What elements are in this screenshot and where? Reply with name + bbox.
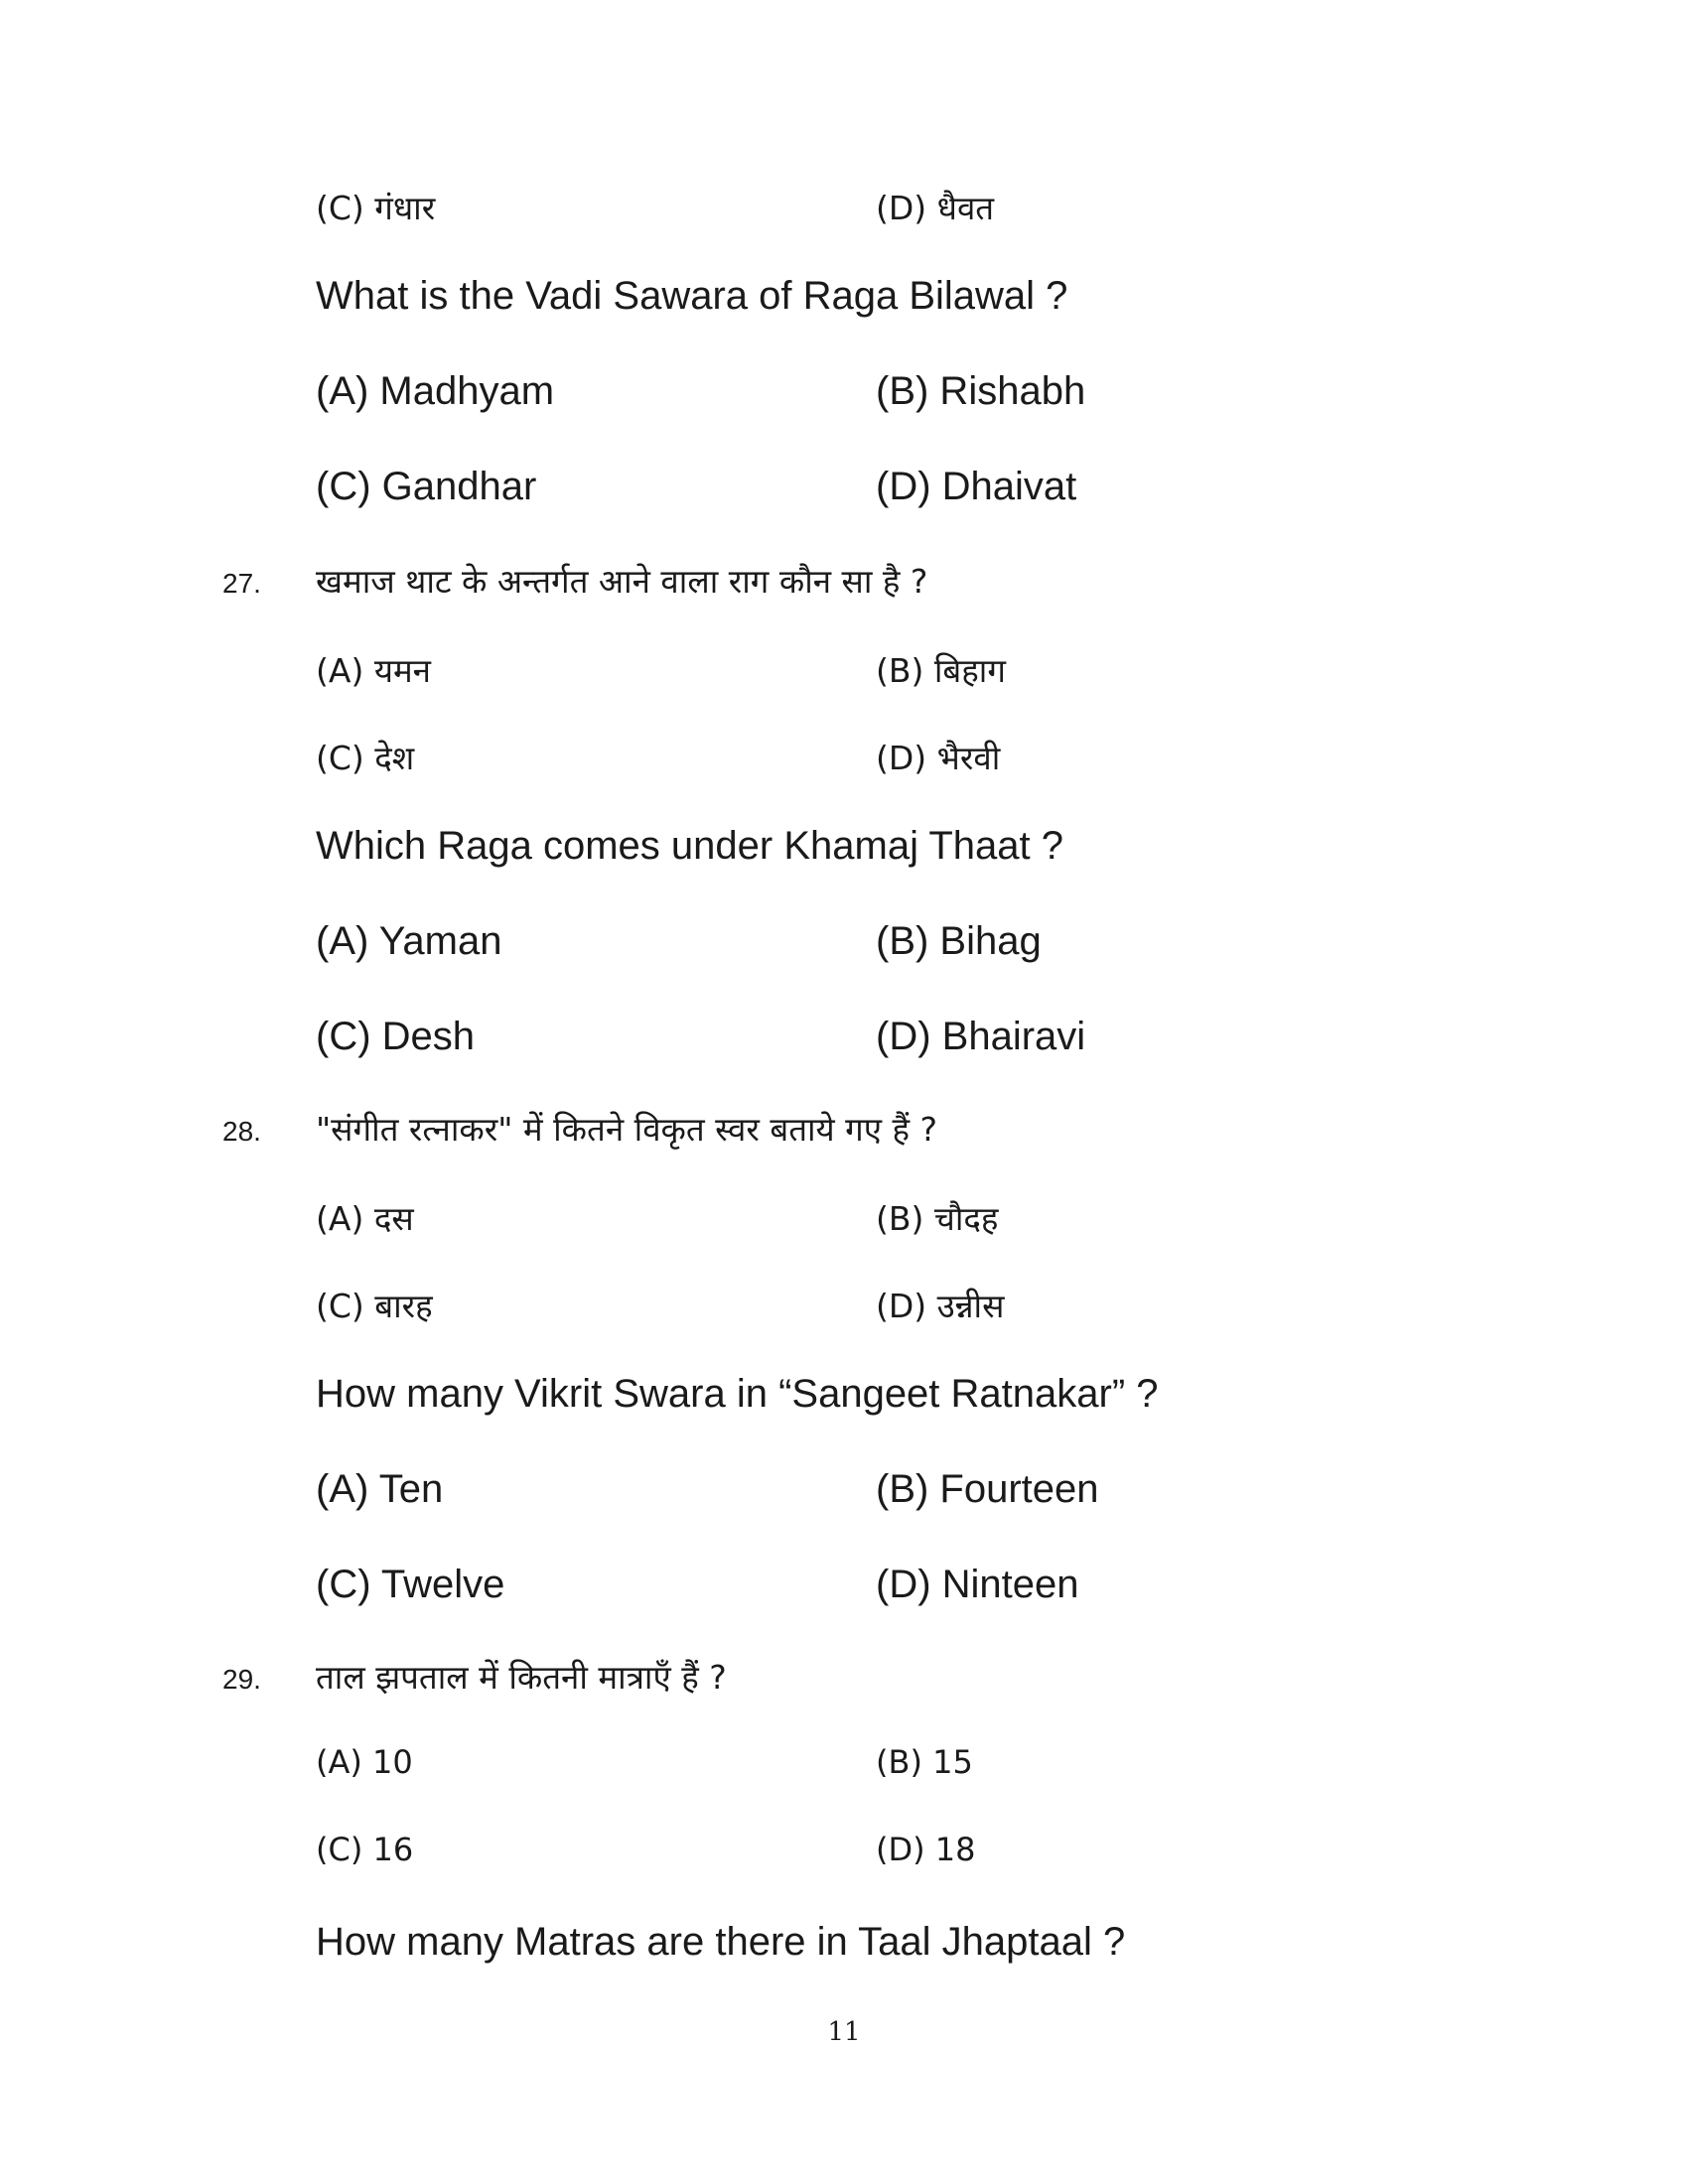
q28-en-option-d: (D) Ninteen: [876, 1563, 1079, 1606]
q29-hi-option-a: (A) 10: [316, 1743, 413, 1781]
q29-en-question: How many Matras are there in Taal Jhaptaal ?: [316, 1920, 1126, 1964]
q28-en-question: How many Vikrit Swara in “Sangeet Ratnakar” ?: [316, 1372, 1159, 1416]
q29-number: 29.: [222, 1664, 261, 1695]
q28-en-option-b: (B) Fourteen: [876, 1467, 1099, 1511]
q27-en-option-b: (B) Bihag: [876, 919, 1042, 963]
q28-hi-option-d: (D) उन्नीस: [876, 1287, 1005, 1325]
q27-hi-option-b: (B) बिहाग: [876, 651, 1006, 690]
q27-hi-option-c: (C) देश: [316, 739, 415, 777]
q28-hi-option-a: (A) दस: [316, 1199, 414, 1238]
q29-hi-option-b: (B) 15: [876, 1743, 973, 1781]
q26-hi-option-c: (C) गंधार: [316, 189, 436, 227]
q28-hi-question: "संगीत रत्नाकर" में कितने विकृत स्वर बताये गए हैं ?: [316, 1110, 938, 1149]
q28-en-option-a: (A) Ten: [316, 1467, 444, 1511]
q27-en-question: Which Raga comes under Khamaj Thaat ?: [316, 824, 1063, 868]
q28-en-option-c: (C) Twelve: [316, 1563, 505, 1606]
q28-hi-option-c: (C) बारह: [316, 1287, 433, 1325]
q28-number: 28.: [222, 1116, 261, 1147]
q28-hi-option-b: (B) चौदह: [876, 1199, 999, 1238]
q27-number: 27.: [222, 568, 261, 599]
q26-en-question: What is the Vadi Sawara of Raga Bilawal ?: [316, 274, 1068, 318]
q26-hi-option-d: (D) धैवत: [876, 189, 995, 227]
q26-en-option-a: (A) Madhyam: [316, 369, 555, 413]
q27-en-option-a: (A) Yaman: [316, 919, 502, 963]
q27-en-option-d: (D) Bhairavi: [876, 1015, 1086, 1058]
q29-hi-question: ताल झपताल में कितनी मात्राएँ हैं ?: [316, 1658, 727, 1697]
q27-en-option-c: (C) Desh: [316, 1015, 476, 1058]
q26-en-option-b: (B) Rishabh: [876, 369, 1086, 413]
q27-hi-option-d: (D) भैरवी: [876, 739, 1001, 777]
page-number: 11: [827, 2017, 861, 2047]
q27-hi-option-a: (A) यमन: [316, 651, 432, 690]
q27-hi-question: खमाज थाट के अन्तर्गत आने वाला राग कौन सा है ?: [316, 562, 928, 601]
q29-hi-option-c: (C) 16: [316, 1831, 414, 1868]
q26-en-option-c: (C) Gandhar: [316, 465, 537, 508]
q29-hi-option-d: (D) 18: [876, 1831, 976, 1868]
q26-en-option-d: (D) Dhaivat: [876, 465, 1077, 508]
